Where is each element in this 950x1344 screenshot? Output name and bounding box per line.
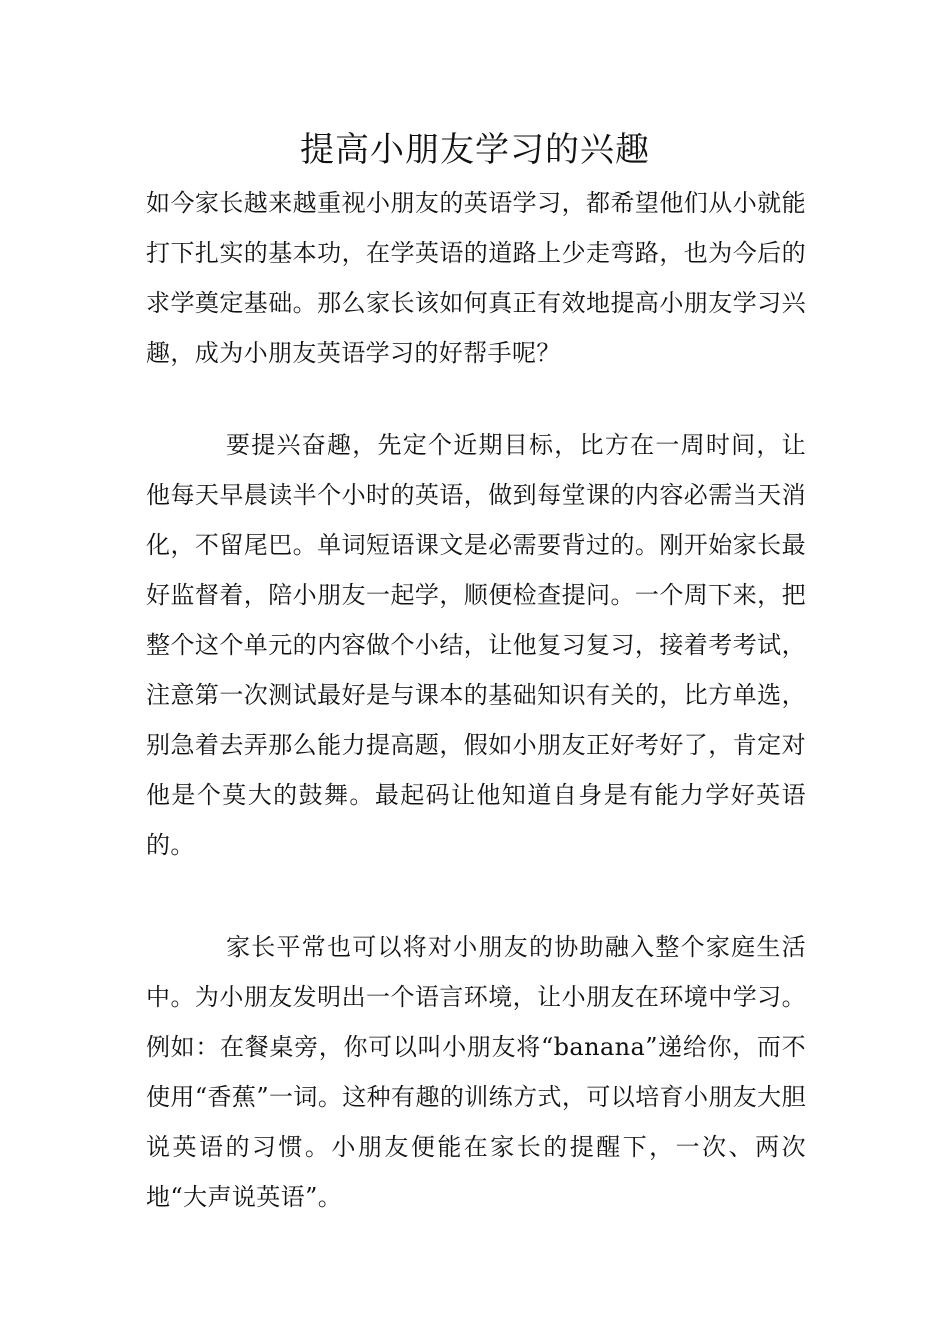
- paragraph-intro: 如今家长越来越重视小朋友的英语学习，都希望他们从小就能打下扎实的基本功，在学英语的道路上少走弯路，也为今后的求学奠定基础。那么家长该如何真正有效地提高小朋友学习兴趣，成为小朋友英语学习的好帮手呢？: [146, 189, 806, 367]
- paragraph-set-goals: 要提兴奋趣，先定个近期目标，比方在一周时间，让他每天早晨读半个小时的英语，做到每堂课的内容必需当天消化，不留尾巴。单词短语课文是必需要背过的。刚开始家长最好监督着，陪小朋友一起学，顺便检查提问。一个周下来，把整个这个单元的内容做个小结，让他复习复习，接着考考试，注意第一次测试最好是与课本的基础知识有关的，比方单选，别急着去弄那么能力提高题，假如小朋友正好考好了，肯定对他是个莫大的鼓舞。最起码让他知道自身是有能力学好英语的。: [146, 431, 806, 859]
- document-title: 提高小朋友学习的兴趣: [300, 130, 650, 170]
- paragraph-family-environment: 家长平常也可以将对小朋友的协助融入整个家庭生活中。为小朋友发明出一个语言环境，让小朋友在环境中学习。例如：在餐桌旁，你可以叫小朋友将“banana”递给你，而不使用“香蕉”一词。这种有趣的训练方式，可以培育小朋友大胆说英语的习惯。小朋友便能在家长的提醒下，一次、两次地“大声说英语”。: [146, 933, 806, 1211]
